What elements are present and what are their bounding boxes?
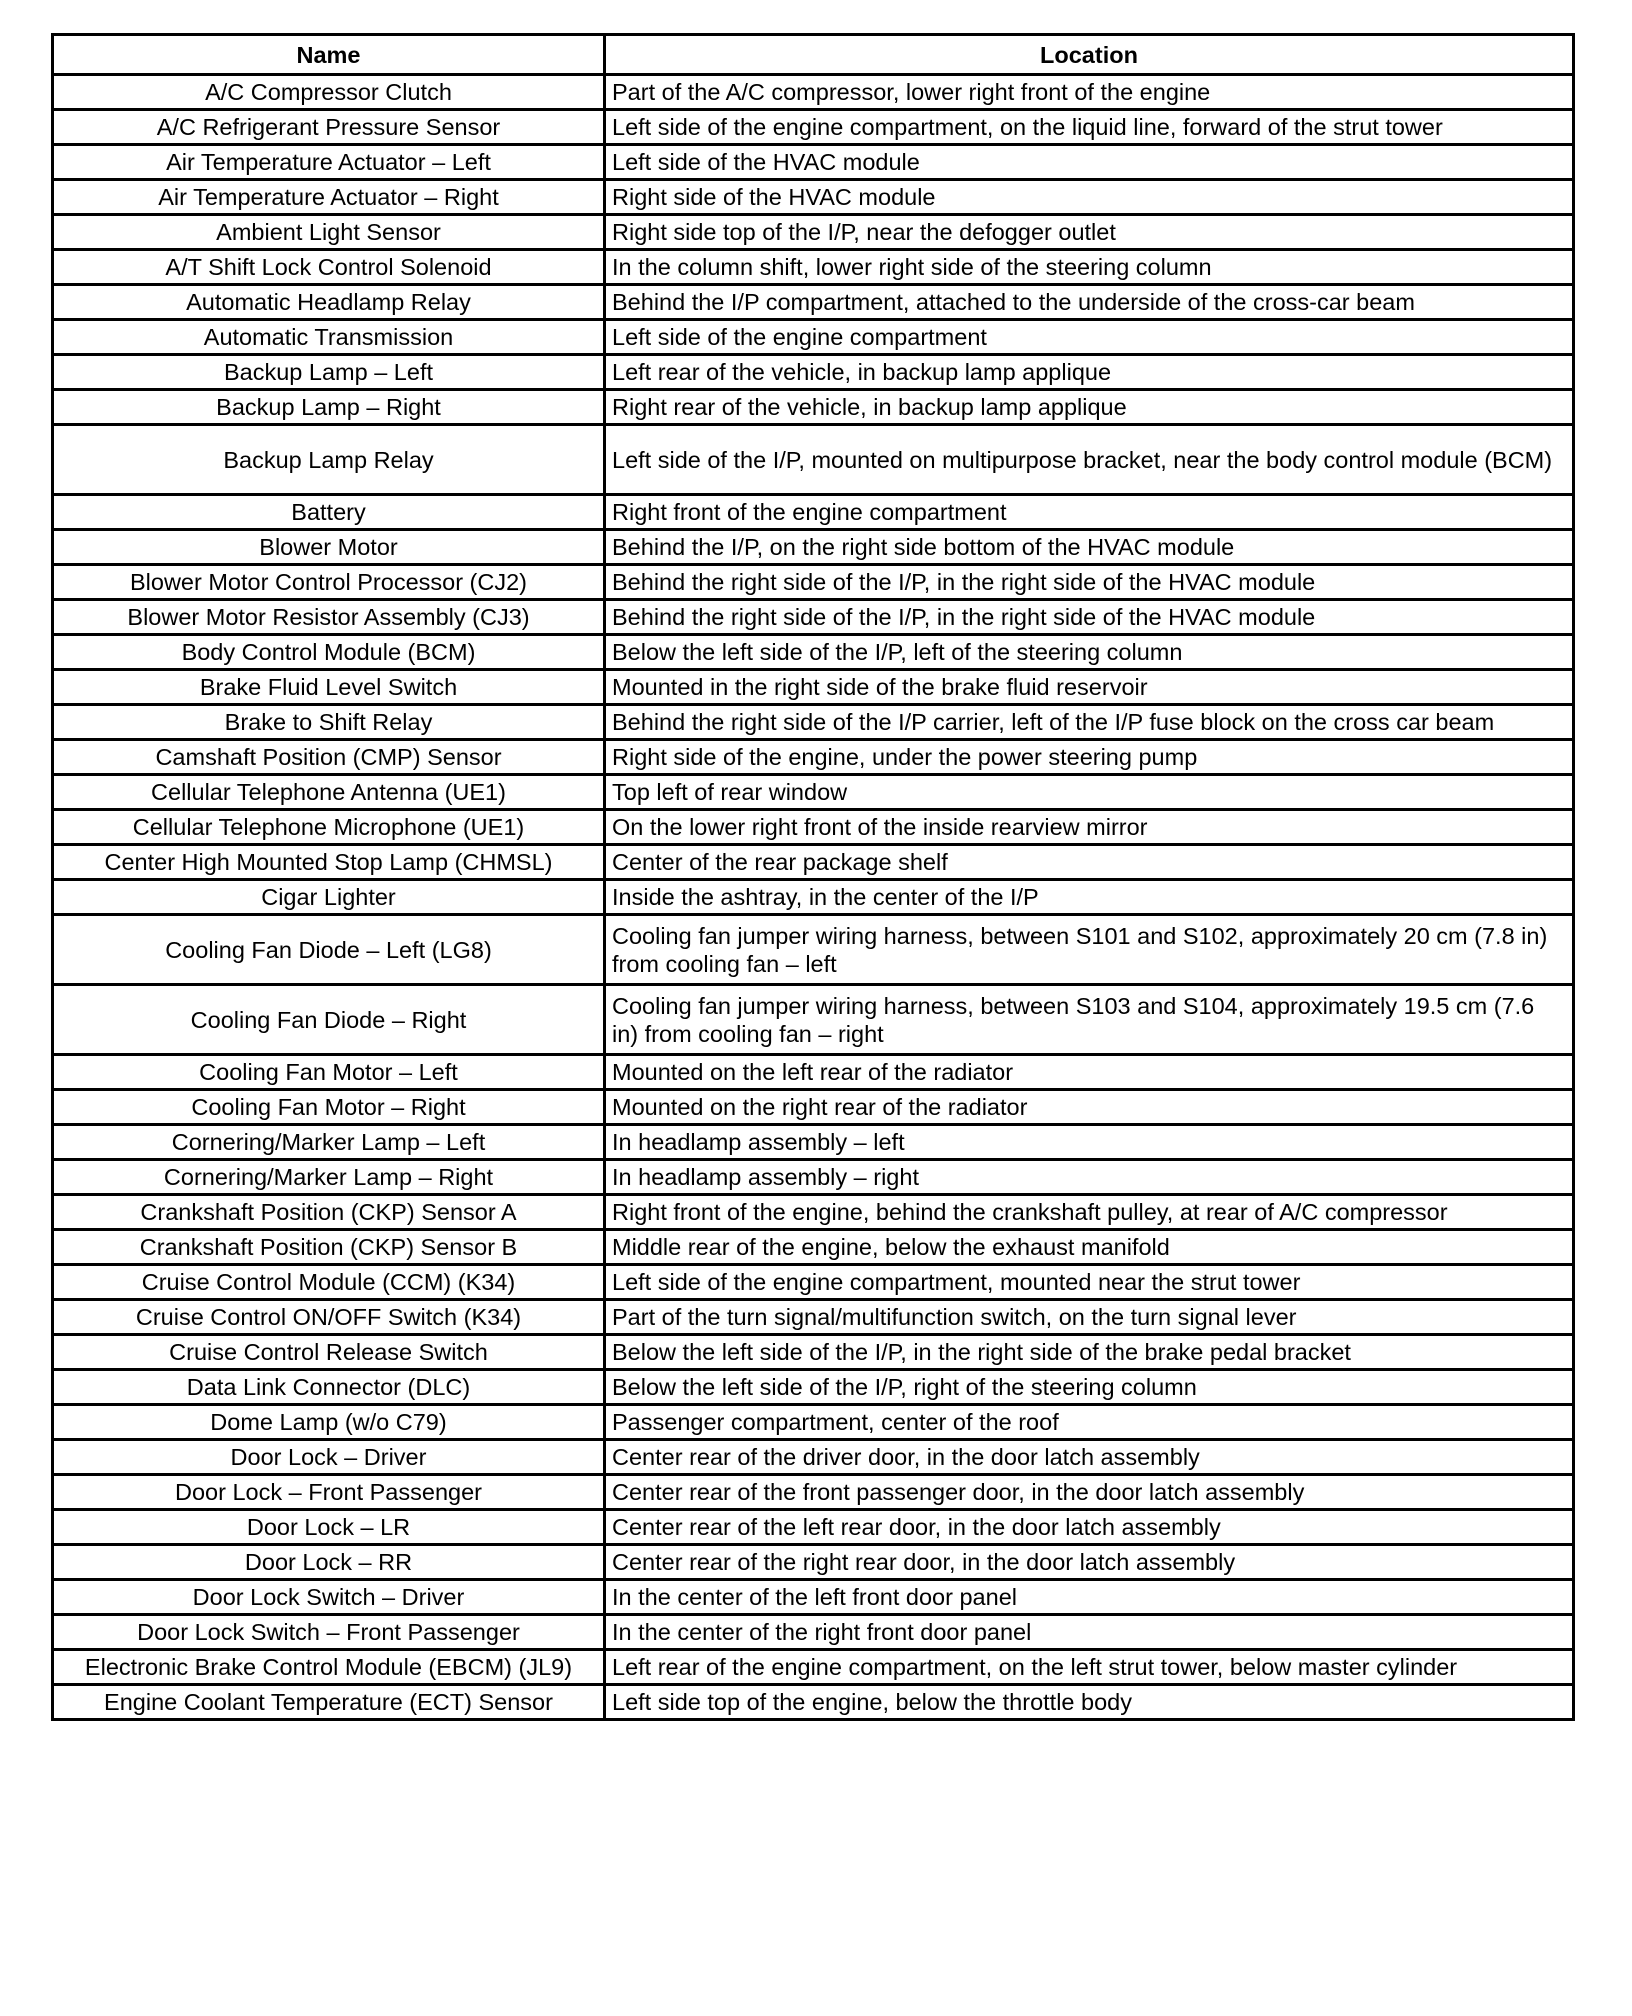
table-body bbox=[53, 75, 1574, 1720]
component-location-cell: Left side of the HVAC module bbox=[605, 145, 1574, 180]
component-name-cell: Center High Mounted Stop Lamp (CHMSL) bbox=[53, 845, 605, 880]
component-location-cell: Middle rear of the engine, below the exhaust manifold bbox=[605, 1230, 1574, 1265]
component-location-cell: Center of the rear package shelf bbox=[605, 845, 1574, 880]
component-location-cell: Part of the turn signal/multifunction switch, on the turn signal lever bbox=[605, 1300, 1574, 1335]
table-row bbox=[53, 985, 1574, 1055]
component-name-cell: Cooling Fan Diode – Left (LG8) bbox=[53, 915, 605, 985]
component-location-cell: Mounted in the right side of the brake fluid reservoir bbox=[605, 670, 1574, 705]
component-name-cell: Backup Lamp – Right bbox=[53, 390, 605, 425]
component-location-table-container bbox=[51, 33, 1572, 1721]
component-name-cell: Engine Coolant Temperature (ECT) Sensor bbox=[53, 1685, 605, 1720]
component-location-cell: Passenger compartment, center of the roof bbox=[605, 1405, 1574, 1440]
component-location-cell: Right rear of the vehicle, in backup lamp applique bbox=[605, 390, 1574, 425]
table-row bbox=[53, 1510, 1574, 1545]
component-name-cell: Cellular Telephone Microphone (UE1) bbox=[53, 810, 605, 845]
table-row bbox=[53, 775, 1574, 810]
component-name-cell: Cornering/Marker Lamp – Left bbox=[53, 1125, 605, 1160]
column-header-location: Location bbox=[605, 35, 1574, 75]
component-name-cell: Battery bbox=[53, 495, 605, 530]
component-location-cell: Center rear of the right rear door, in the door latch assembly bbox=[605, 1545, 1574, 1580]
table-row bbox=[53, 670, 1574, 705]
component-name-cell: Cornering/Marker Lamp – Right bbox=[53, 1160, 605, 1195]
component-location-cell: Center rear of the front passenger door, in the door latch assembly bbox=[605, 1475, 1574, 1510]
component-name-cell: Blower Motor Resistor Assembly (CJ3) bbox=[53, 600, 605, 635]
component-name-cell: Cooling Fan Diode – Right bbox=[53, 985, 605, 1055]
table-row bbox=[53, 1230, 1574, 1265]
table-row bbox=[53, 740, 1574, 775]
component-location-cell: Right side top of the I/P, near the defogger outlet bbox=[605, 215, 1574, 250]
component-location-cell: Left rear of the vehicle, in backup lamp applique bbox=[605, 355, 1574, 390]
component-location-cell: Mounted on the left rear of the radiator bbox=[605, 1055, 1574, 1090]
component-location-cell: On the lower right front of the inside rearview mirror bbox=[605, 810, 1574, 845]
component-location-cell: In the column shift, lower right side of the steering column bbox=[605, 250, 1574, 285]
table-row bbox=[53, 1195, 1574, 1230]
component-name-cell: Cooling Fan Motor – Left bbox=[53, 1055, 605, 1090]
component-name-cell: A/C Compressor Clutch bbox=[53, 75, 605, 110]
table-row bbox=[53, 1125, 1574, 1160]
table-row bbox=[53, 1090, 1574, 1125]
component-location-cell: Right front of the engine, behind the crankshaft pulley, at rear of A/C compressor bbox=[605, 1195, 1574, 1230]
component-name-cell: Camshaft Position (CMP) Sensor bbox=[53, 740, 605, 775]
component-name-cell: Cruise Control ON/OFF Switch (K34) bbox=[53, 1300, 605, 1335]
table-row bbox=[53, 565, 1574, 600]
table-row bbox=[53, 705, 1574, 740]
component-name-cell: Backup Lamp Relay bbox=[53, 425, 605, 495]
component-location-cell: Top left of rear window bbox=[605, 775, 1574, 810]
component-location-cell: Left side top of the engine, below the throttle body bbox=[605, 1685, 1574, 1720]
component-name-cell: Brake Fluid Level Switch bbox=[53, 670, 605, 705]
component-name-cell: Automatic Transmission bbox=[53, 320, 605, 355]
table-row bbox=[53, 1335, 1574, 1370]
component-name-cell: Data Link Connector (DLC) bbox=[53, 1370, 605, 1405]
table-row bbox=[53, 530, 1574, 565]
column-header-name: Name bbox=[53, 35, 605, 75]
component-name-cell: Crankshaft Position (CKP) Sensor B bbox=[53, 1230, 605, 1265]
table-row bbox=[53, 880, 1574, 915]
component-name-cell: Cooling Fan Motor – Right bbox=[53, 1090, 605, 1125]
table-row bbox=[53, 1055, 1574, 1090]
component-location-cell: Center rear of the driver door, in the door latch assembly bbox=[605, 1440, 1574, 1475]
component-location-cell: Behind the right side of the I/P carrier, left of the I/P fuse block on the cross car beam bbox=[605, 705, 1574, 740]
component-location-cell: Cooling fan jumper wiring harness, between S101 and S102, approximately 20 cm (7.8 in) from cooling fan – left bbox=[605, 915, 1574, 985]
component-location-cell: Part of the A/C compressor, lower right front of the engine bbox=[605, 75, 1574, 110]
component-name-cell: Crankshaft Position (CKP) Sensor A bbox=[53, 1195, 605, 1230]
component-name-cell: Brake to Shift Relay bbox=[53, 705, 605, 740]
table-row bbox=[53, 285, 1574, 320]
table-row bbox=[53, 635, 1574, 670]
table-row bbox=[53, 1370, 1574, 1405]
table-row bbox=[53, 1265, 1574, 1300]
component-location-cell: Center rear of the left rear door, in the door latch assembly bbox=[605, 1510, 1574, 1545]
component-location-cell: Mounted on the right rear of the radiator bbox=[605, 1090, 1574, 1125]
component-location-cell: Left side of the engine compartment, mounted near the strut tower bbox=[605, 1265, 1574, 1300]
component-location-cell: Behind the right side of the I/P, in the right side of the HVAC module bbox=[605, 600, 1574, 635]
table-row bbox=[53, 1650, 1574, 1685]
component-location-cell: Left side of the engine compartment bbox=[605, 320, 1574, 355]
table-row bbox=[53, 390, 1574, 425]
component-name-cell: Electronic Brake Control Module (EBCM) (JL9) bbox=[53, 1650, 605, 1685]
component-location-cell: Left rear of the engine compartment, on the left strut tower, below master cylinder bbox=[605, 1650, 1574, 1685]
component-location-cell: Behind the I/P compartment, attached to the underside of the cross-car beam bbox=[605, 285, 1574, 320]
table-row bbox=[53, 1685, 1574, 1720]
table-row bbox=[53, 425, 1574, 495]
component-location-cell: Cooling fan jumper wiring harness, between S103 and S104, approximately 19.5 cm (7.6 in) from cooling fan – right bbox=[605, 985, 1574, 1055]
component-location-cell: Behind the right side of the I/P, in the right side of the HVAC module bbox=[605, 565, 1574, 600]
header-row bbox=[53, 35, 1574, 75]
table-row bbox=[53, 110, 1574, 145]
component-name-cell: A/T Shift Lock Control Solenoid bbox=[53, 250, 605, 285]
table-row bbox=[53, 1440, 1574, 1475]
component-location-cell: Left side of the engine compartment, on the liquid line, forward of the strut tower bbox=[605, 110, 1574, 145]
component-location-cell: In the center of the left front door panel bbox=[605, 1580, 1574, 1615]
table-row bbox=[53, 355, 1574, 390]
table-row bbox=[53, 1545, 1574, 1580]
component-location-cell: Left side of the I/P, mounted on multipurpose bracket, near the body control module (BCM) bbox=[605, 425, 1574, 495]
component-location-cell: Right side of the engine, under the power steering pump bbox=[605, 740, 1574, 775]
table-header bbox=[53, 35, 1574, 75]
component-name-cell: Ambient Light Sensor bbox=[53, 215, 605, 250]
table-row bbox=[53, 250, 1574, 285]
table-row bbox=[53, 1475, 1574, 1510]
table-row bbox=[53, 75, 1574, 110]
component-location-cell: In headlamp assembly – right bbox=[605, 1160, 1574, 1195]
component-name-cell: Cigar Lighter bbox=[53, 880, 605, 915]
component-location-cell: Right side of the HVAC module bbox=[605, 180, 1574, 215]
table-row bbox=[53, 1300, 1574, 1335]
table-row bbox=[53, 810, 1574, 845]
table-row bbox=[53, 320, 1574, 355]
component-name-cell: Body Control Module (BCM) bbox=[53, 635, 605, 670]
component-name-cell: Air Temperature Actuator – Right bbox=[53, 180, 605, 215]
component-name-cell: Blower Motor Control Processor (CJ2) bbox=[53, 565, 605, 600]
component-location-cell: In the center of the right front door panel bbox=[605, 1615, 1574, 1650]
component-location-table bbox=[51, 33, 1575, 1721]
component-name-cell: Door Lock Switch – Driver bbox=[53, 1580, 605, 1615]
component-name-cell: Dome Lamp (w/o C79) bbox=[53, 1405, 605, 1440]
component-name-cell: Door Lock Switch – Front Passenger bbox=[53, 1615, 605, 1650]
table-row bbox=[53, 600, 1574, 635]
table-row bbox=[53, 1580, 1574, 1615]
table-row bbox=[53, 1615, 1574, 1650]
table-row bbox=[53, 1160, 1574, 1195]
component-name-cell: Cruise Control Module (CCM) (K34) bbox=[53, 1265, 605, 1300]
component-name-cell: Air Temperature Actuator – Left bbox=[53, 145, 605, 180]
component-name-cell: Door Lock – Front Passenger bbox=[53, 1475, 605, 1510]
table-row bbox=[53, 145, 1574, 180]
component-location-cell: Right front of the engine compartment bbox=[605, 495, 1574, 530]
table-row bbox=[53, 1405, 1574, 1440]
component-name-cell: Cruise Control Release Switch bbox=[53, 1335, 605, 1370]
component-name-cell: Door Lock – LR bbox=[53, 1510, 605, 1545]
component-name-cell: Automatic Headlamp Relay bbox=[53, 285, 605, 320]
component-location-cell: In headlamp assembly – left bbox=[605, 1125, 1574, 1160]
component-name-cell: A/C Refrigerant Pressure Sensor bbox=[53, 110, 605, 145]
component-name-cell: Cellular Telephone Antenna (UE1) bbox=[53, 775, 605, 810]
component-name-cell: Backup Lamp – Left bbox=[53, 355, 605, 390]
table-row bbox=[53, 495, 1574, 530]
component-name-cell: Door Lock – Driver bbox=[53, 1440, 605, 1475]
component-name-cell: Door Lock – RR bbox=[53, 1545, 605, 1580]
table-row bbox=[53, 215, 1574, 250]
table-row bbox=[53, 180, 1574, 215]
component-name-cell: Blower Motor bbox=[53, 530, 605, 565]
component-location-cell: Below the left side of the I/P, right of the steering column bbox=[605, 1370, 1574, 1405]
component-location-cell: Below the left side of the I/P, in the right side of the brake pedal bracket bbox=[605, 1335, 1574, 1370]
component-location-cell: Below the left side of the I/P, left of the steering column bbox=[605, 635, 1574, 670]
table-row bbox=[53, 915, 1574, 985]
table-row bbox=[53, 845, 1574, 880]
component-location-cell: Behind the I/P, on the right side bottom of the HVAC module bbox=[605, 530, 1574, 565]
component-location-cell: Inside the ashtray, in the center of the I/P bbox=[605, 880, 1574, 915]
